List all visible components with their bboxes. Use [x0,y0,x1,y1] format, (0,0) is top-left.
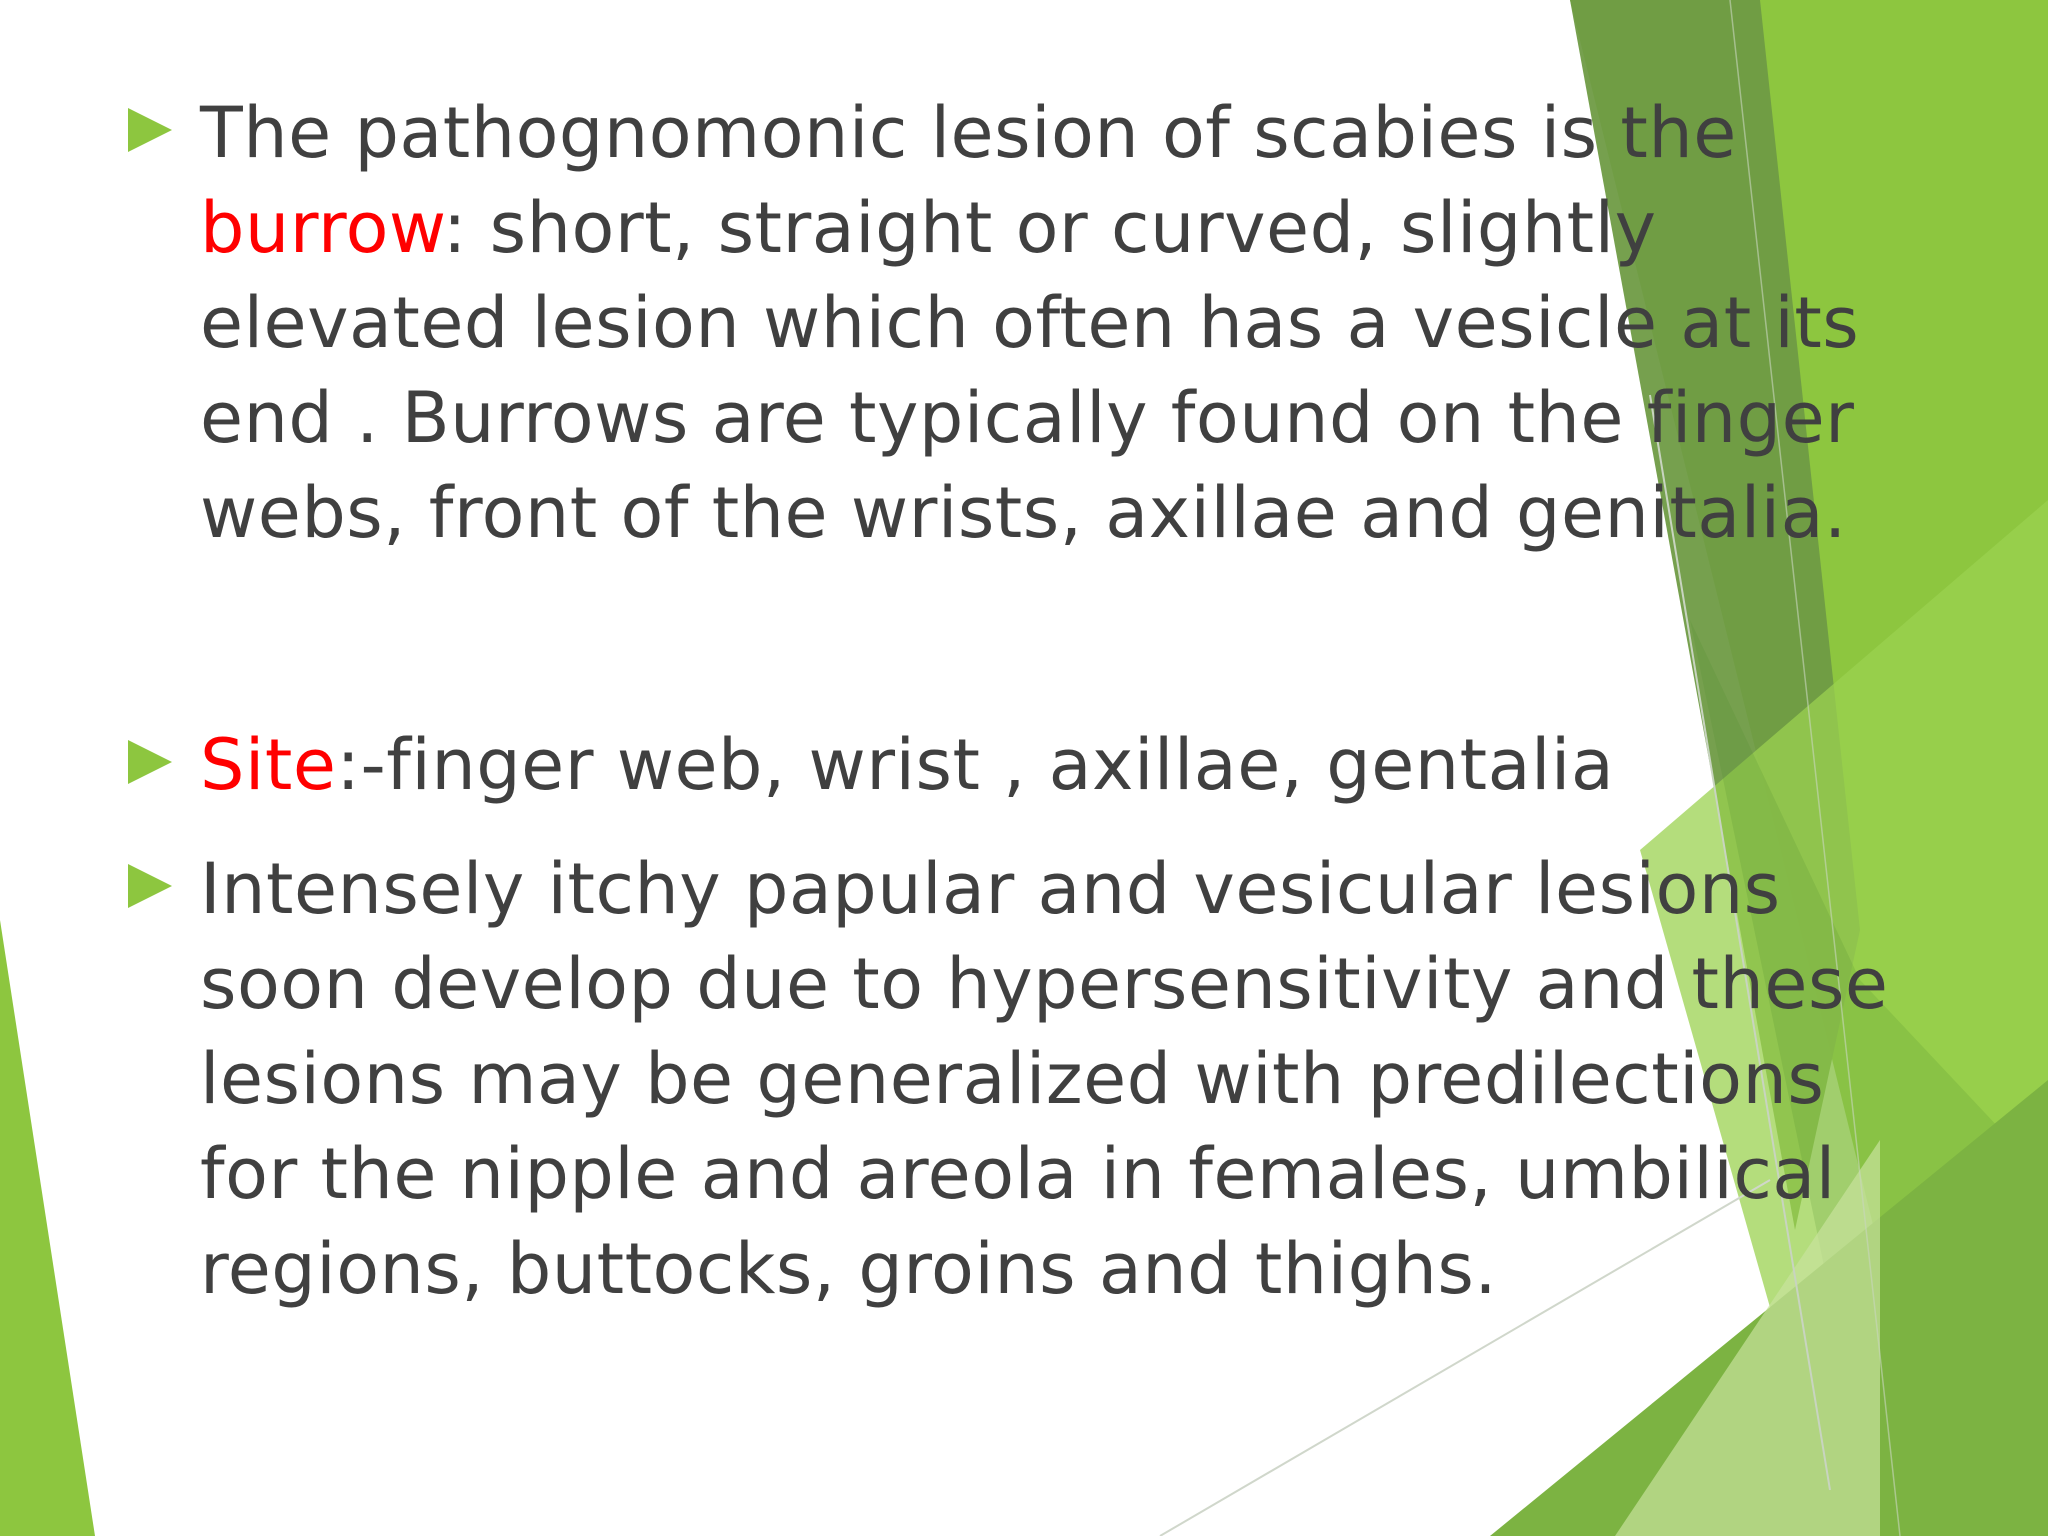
triangle-bullet-icon [128,108,172,152]
bullet-itchy-lesions-line-1: Intensely itchy papular and vesicular lesions [200,848,1781,930]
bullet-itchy-lesions-line-3: lesions may be generalized with predilections [200,1038,1825,1120]
bullet-burrow-line-3: elevated lesion which often has a vesicle at its [200,282,1860,364]
bullet-site-text [200,718,1614,813]
bullet-burrow-line-2: : short, straight or curved, slightly [442,187,1657,269]
triangle-bullet-icon [128,864,172,908]
triangle-bullet-icon [128,740,172,784]
burrow-keyword: burrow [200,187,443,269]
bullet-itchy-lesions-text [200,842,1888,1317]
bullet-itchy-lesions-line-2: soon develop due to hypersensitivity and these [200,943,1889,1025]
site-keyword: Site [200,724,337,806]
bullet-burrow-line-5: webs, front of the wrists, axillae and genitalia. [200,472,1847,554]
bullet-burrow-line-4: end . Burrows are typically found on the finger [200,377,1855,459]
bullet-burrow-text [200,86,1859,561]
bullet-itchy-lesions-line-5: regions, buttocks, groins and thighs. [200,1228,1498,1310]
bullet-burrow-line-1: The pathognomonic lesion of scabies is the [200,92,1737,174]
bullet-site-rest: :-finger web, wrist , axillae, gentalia [336,724,1615,806]
bullet-site [128,718,1888,813]
bullet-itchy-lesions-line-4: for the nipple and areola in females, umbilical [200,1133,1836,1215]
bullet-burrow [128,86,1888,561]
bullet-itchy-lesions [128,842,1888,1317]
